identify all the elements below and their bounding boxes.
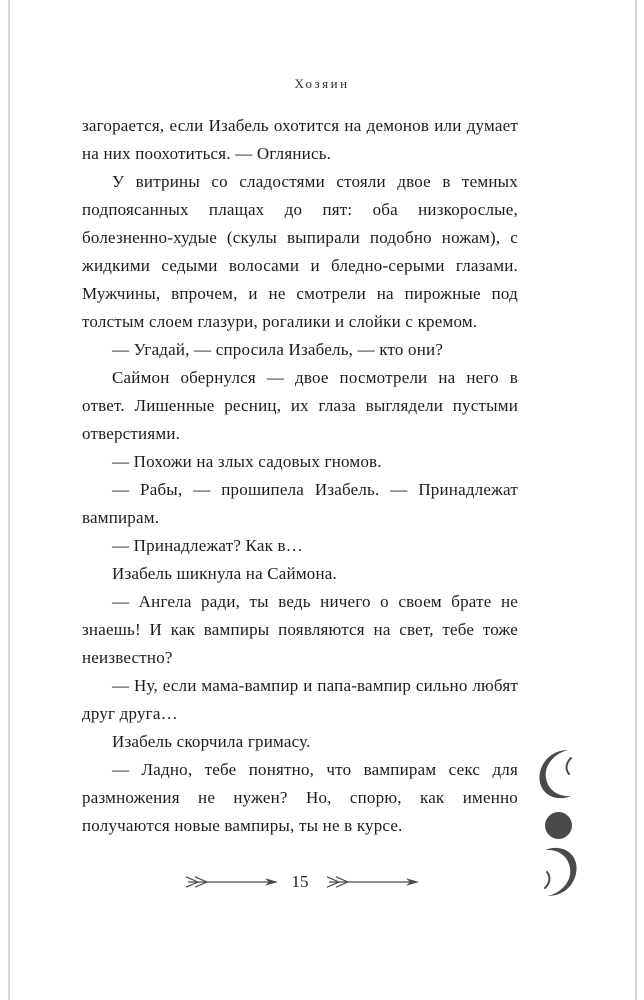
paragraph: — Ладно, тебе понятно, что вампирам секс для размножения не нужен? Но, спорю, как именно получаются новые вампиры, ты не в курсе.	[82, 760, 518, 835]
body-text	[82, 112, 518, 840]
left-border-line	[8, 0, 10, 1000]
page-footer	[82, 872, 518, 892]
paragraph: У витрины со сладостями стояли двое в темных подпоясанных плащах до пят: оба низкорослые, болезненно-худые (скулы выпирали подобно ножам), с жидкими седыми волосами и бледно-серыми глазами. Мужчины, впрочем, и не смотрели на пирожные под толстым слоем глазури, рогалики и слойки с кремом.	[82, 172, 518, 331]
arrow-ornament-icon	[323, 876, 419, 888]
paragraph: — Угадай, — спросила Изабель, — кто они?	[112, 340, 444, 359]
paragraph: — Рабы, — прошипела Изабель. — Принадлежат вампирам.	[82, 480, 518, 527]
paragraph: Саймон обернулся — двое посмотрели на него в ответ. Лишенные ресниц, их глаза выглядели пустыми отверстиями.	[82, 368, 518, 443]
arrow-ornament-icon	[182, 876, 278, 888]
crescent-moon-icon	[538, 846, 578, 903]
running-header: Хозяин	[294, 76, 350, 91]
page-number: 15	[291, 872, 309, 891]
paragraph: — Ангела ради, ты ведь ничего о своем брате не знаешь! И как вампиры появляются на свет, тебе тоже неизвестно?	[82, 592, 518, 667]
paragraph: — Ну, если мама-вампир и папа-вампир сильно любят друг друга…	[82, 676, 518, 723]
paragraph: загорается, если Изабель охотится на демонов или думает на них поохотиться. — Оглянись.	[82, 116, 518, 163]
filled-dot-icon	[545, 812, 572, 839]
crescent-moon-icon	[538, 748, 578, 805]
paragraph: Изабель шикнула на Саймона.	[112, 564, 337, 583]
paragraph: — Похожи на злых садовых гномов.	[112, 452, 382, 471]
paragraph: — Принадлежат? Как в…	[112, 536, 303, 555]
margin-ornaments	[532, 748, 584, 903]
right-border-line	[635, 0, 637, 1000]
paragraph: Изабель скорчила гримасу.	[112, 732, 311, 751]
